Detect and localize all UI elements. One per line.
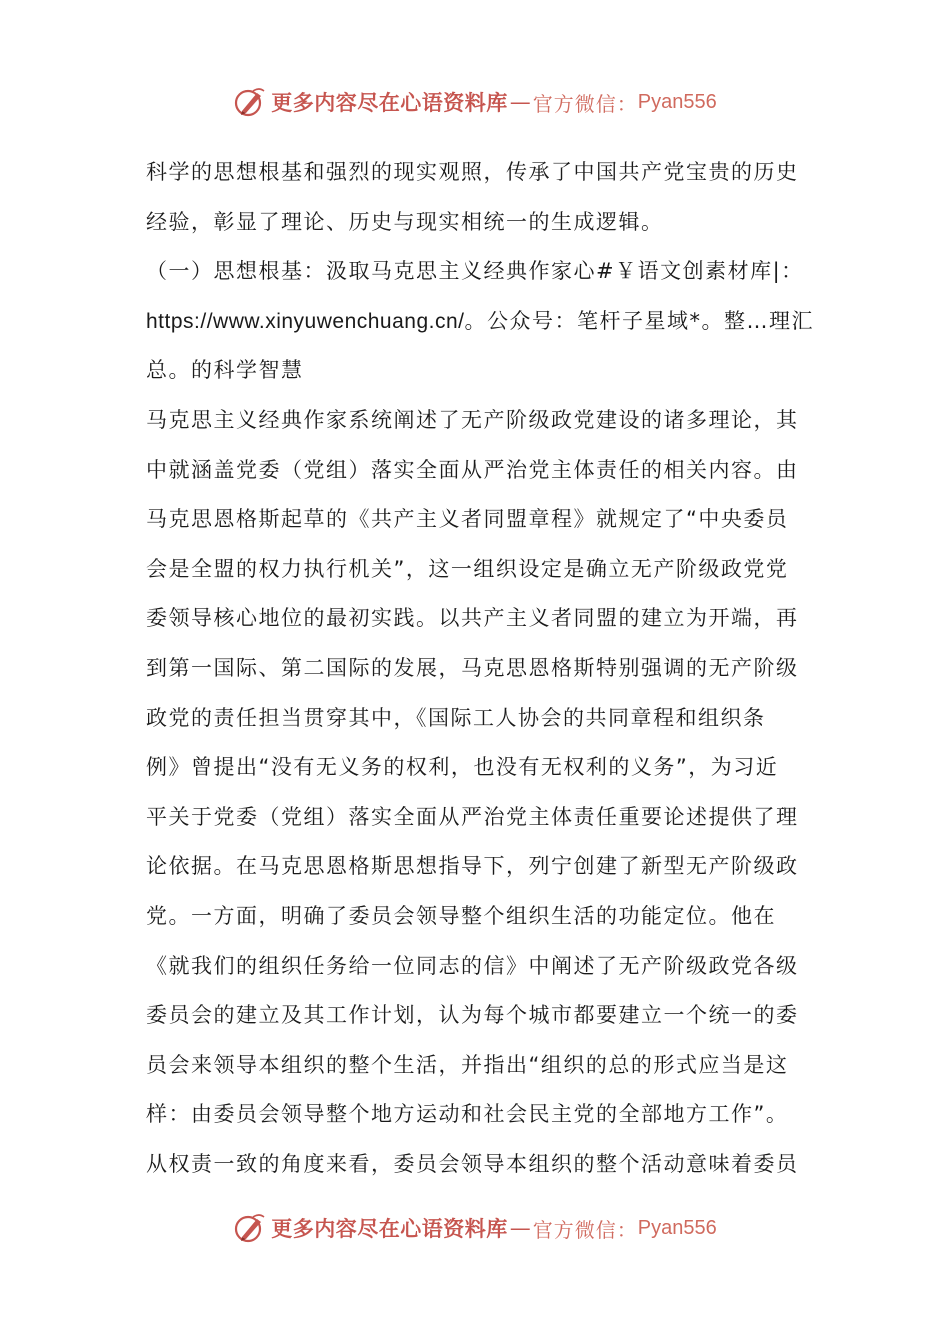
- banner-wechat-handle: Pyan556: [637, 1216, 717, 1239]
- text-line: 员会来领导本组织的整个生活，并指出“组织的总的形式应当是这: [146, 1052, 789, 1077]
- text-line: 从权责一致的角度来看，委员会领导本组织的整个活动意味着委员: [146, 1151, 799, 1176]
- text-line: 会是全盟的权力执行机关”，这一组织设定是确立无产阶级政党党: [146, 556, 789, 581]
- banner-dash: —: [509, 1216, 531, 1240]
- text-line: 委领导核心地位的最初实践。以共产主义者同盟的建立为开端，再: [146, 606, 799, 631]
- banner-official-label: 官方微信：: [532, 91, 638, 116]
- text-line: 政党的责任担当贯穿其中，《国际工人协会的共同章程和组织条: [146, 705, 766, 730]
- text-line: 《就我们的组织任务给一位同志的信》中阐述了无产阶级政党各级: [146, 953, 799, 978]
- text-line: 马克思恩格斯起草的《共产主义者同盟章程》就规定了“中央委员: [146, 507, 789, 532]
- header-banner: [0, 82, 950, 122]
- text-line: 例》曾提出“没有无义务的权利，也没有无权利的义务”，为习近: [146, 755, 779, 780]
- text-line: 论依据。在马克思恩格斯思想指导下，列宁创建了新型无产阶级政: [146, 854, 799, 879]
- text-line: 中就涵盖党委（党组）落实全面从严治党主体责任的相关内容。由: [146, 457, 799, 482]
- text-line: 总。的科学智慧: [146, 358, 304, 383]
- text-line-rest: 。公众号：笔杆子星域*。整…理汇: [464, 308, 814, 333]
- text-line: 平关于党委（党组）落实全面从严治党主体责任重要论述提供了理: [146, 804, 799, 829]
- text-line: 到第一国际、第二国际的发展，马克思恩格斯特别强调的无产阶级: [146, 655, 799, 680]
- banner-wechat-handle: Pyan556: [637, 90, 717, 113]
- text-line: 党。一方面，明确了委员会领导整个组织生活的功能定位。他在: [146, 903, 776, 928]
- footer-banner: [0, 1208, 950, 1248]
- pen-logo-icon: [233, 85, 267, 119]
- text-line: 马克思主义经典作家系统阐述了无产阶级政党建设的诸多理论，其: [146, 407, 799, 432]
- website-link[interactable]: https://www.xinyuwenchuang.cn/: [146, 309, 465, 333]
- banner-dash: —: [509, 90, 531, 114]
- text-line-with-url: [146, 297, 814, 347]
- banner-brand-text: 更多内容尽在心语资料库: [271, 1216, 508, 1241]
- text-line: 经验，彰显了理论、历史与现实相统一的生成逻辑。: [146, 209, 664, 234]
- banner-brand-text: 更多内容尽在心语资料库: [271, 90, 508, 115]
- pen-logo-icon: [233, 1211, 267, 1245]
- text-line: 样：由委员会领导整个地方运动和社会民主党的全部地方工作”。: [146, 1102, 789, 1127]
- text-line: 科学的思想根基和强烈的现实观照，传承了中国共产党宝贵的历史: [146, 160, 799, 184]
- section-heading: （一）思想根基：汲取马克思主义经典作家心#￥语文创素材库|：: [146, 259, 804, 284]
- text-line: 委员会的建立及其工作计划，认为每个城市都要建立一个统一的委: [146, 1003, 799, 1028]
- banner-official-label: 官方微信：: [532, 1217, 638, 1242]
- document-body: [146, 148, 814, 1189]
